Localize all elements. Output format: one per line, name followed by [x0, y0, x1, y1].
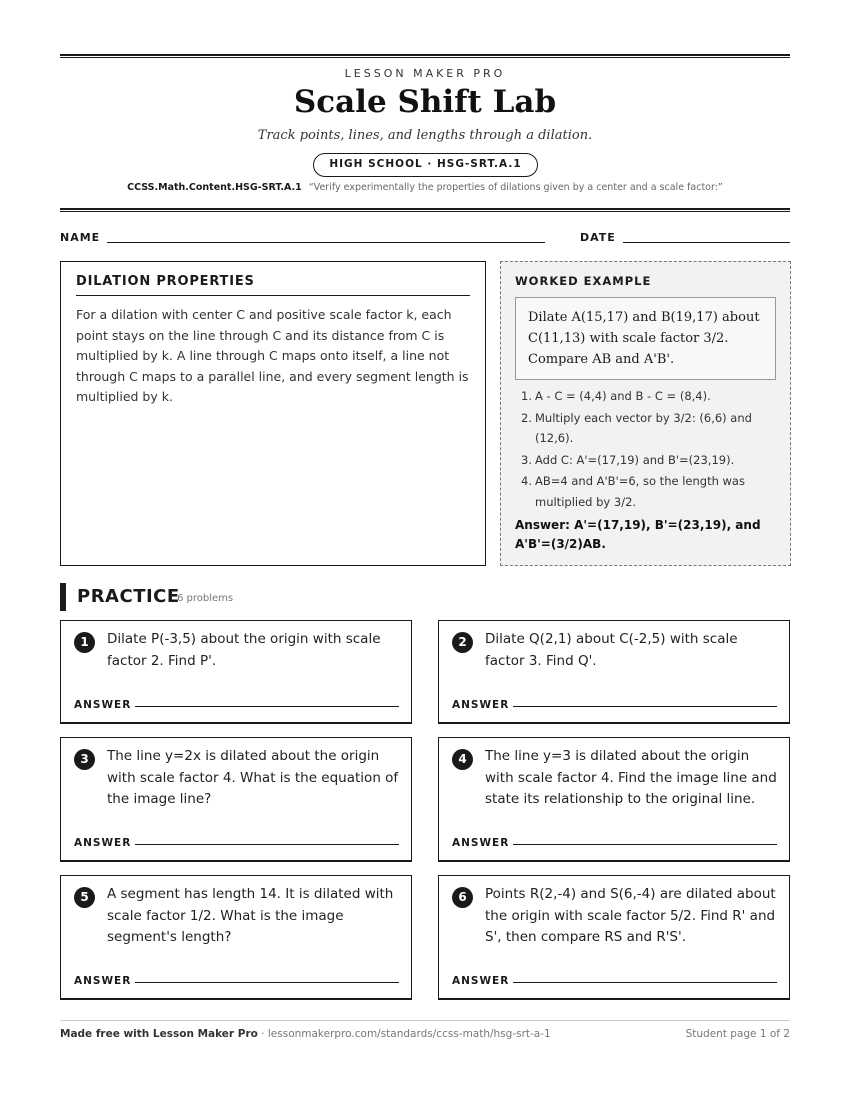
problem-number-badge: 2 — [452, 632, 473, 653]
problem-number-badge: 6 — [452, 887, 473, 908]
page-subtitle: Track points, lines, and lengths through a dilation. — [257, 128, 593, 143]
example-answer: Answer: A'=(17,19), B'=(23,19), and A'B'=(3/2)AB. — [515, 518, 761, 551]
worked-example-box — [500, 261, 791, 566]
answer-label: ANSWER — [452, 975, 510, 987]
answer-label: ANSWER — [452, 837, 510, 849]
answer-label: ANSWER — [74, 975, 132, 987]
problem-text: The line y=2x is dilated about the origin with scale factor 4. What is the equation of the image line? — [107, 748, 399, 807]
example-step: 4. AB=4 and A'B'=6, so the length was multiplied by 3/2. — [521, 474, 745, 509]
problem-number-badge: 5 — [74, 887, 95, 908]
dilation-properties-box — [60, 261, 486, 566]
answer-field[interactable] — [513, 982, 777, 983]
practice-problem-6 — [438, 875, 790, 1000]
example-step: 3. Add C: A'=(17,19) and B'=(23,19). — [521, 452, 735, 467]
answer-field[interactable] — [513, 706, 777, 707]
practice-title: PRACTICE — [77, 586, 180, 607]
practice-problem-1 — [60, 620, 412, 724]
footer-rule — [60, 1020, 790, 1021]
date-label: DATE — [580, 231, 616, 244]
footer-credit: Made free with Lesson Maker Pro · lessonmakerpro.com/standards/ccss-math/hsg-srt-a-1 — [60, 1028, 551, 1040]
name-field[interactable] — [107, 242, 545, 243]
example-prompt: Dilate A(15,17) and B(19,17) about C(11,13) with scale factor 3/2. Compare AB and A'B'. — [515, 297, 776, 380]
answer-field[interactable] — [513, 844, 777, 845]
header-bottom-rule — [60, 208, 790, 212]
properties-title: DILATION PROPERTIES — [76, 274, 470, 296]
practice-problem-4 — [438, 737, 790, 862]
problem-number-badge: 4 — [452, 749, 473, 770]
page-title: Scale Shift Lab — [293, 84, 557, 120]
answer-label: ANSWER — [74, 699, 132, 711]
problem-text: Dilate P(-3,5) about the origin with scale factor 2. Find P'. — [107, 631, 381, 669]
problem-text: Points R(2,-4) and S(6,-4) are dilated about the origin with scale factor 5/2. Find R' and S', then compare RS and R'S'. — [485, 886, 776, 945]
example-title: WORKED EXAMPLE — [515, 274, 652, 288]
properties-text: For a dilation with center C and positive scale factor k, each point stays on the line through C and its distance from C is multiplied by k. A line through C maps onto itself, a line not through C maps to a parallel line, and every segment length is multiplied by k. — [76, 307, 469, 404]
footer-made-with: Made free with Lesson Maker Pro — [60, 1028, 258, 1040]
name-label: NAME — [60, 231, 101, 244]
header-top-rule — [60, 54, 790, 58]
answer-field[interactable] — [135, 706, 399, 707]
example-step: 1. A - C = (4,4) and B - C = (8,4). — [521, 389, 711, 403]
standard-text: “Verify experimentally the properties of dilations given by a center and a scale factor:” — [308, 182, 723, 193]
brand-name: LESSON MAKER PRO — [344, 67, 506, 80]
practice-problem-3 — [60, 737, 412, 862]
problem-number-badge: 1 — [74, 632, 95, 653]
answer-label: ANSWER — [74, 837, 132, 849]
standard-code: CCSS.Math.Content.HSG-SRT.A.1 — [127, 182, 302, 193]
practice-count: 6 problems — [177, 593, 234, 604]
standard-line — [60, 182, 790, 193]
date-field[interactable] — [623, 242, 790, 243]
problem-text: The line y=3 is dilated about the origin with scale factor 4. Find the image line and state its relationship to the original line. — [485, 748, 777, 807]
answer-field[interactable] — [135, 982, 399, 983]
answer-label: ANSWER — [452, 699, 510, 711]
example-steps — [515, 386, 776, 512]
practice-problem-5 — [60, 875, 412, 1000]
answer-field[interactable] — [135, 844, 399, 845]
footer-page-number: Student page 1 of 2 — [685, 1028, 790, 1040]
level-badge: HIGH SCHOOL · HSG-SRT.A.1 — [313, 153, 538, 177]
problem-text: Dilate Q(2,1) about C(-2,5) with scale factor 3. Find Q'. — [485, 631, 738, 669]
practice-problem-2 — [438, 620, 790, 724]
footer-url[interactable]: lessonmakerpro.com/standards/ccss-math/hsg-srt-a-1 — [267, 1028, 551, 1040]
practice-accent-bar — [60, 583, 66, 611]
problem-text: A segment has length 14. It is dilated with scale factor 1/2. What is the image segment's length? — [107, 886, 394, 945]
example-step: 2. Multiply each vector by 3/2: (6,6) and (12,6). — [521, 410, 752, 445]
problem-number-badge: 3 — [74, 749, 95, 770]
